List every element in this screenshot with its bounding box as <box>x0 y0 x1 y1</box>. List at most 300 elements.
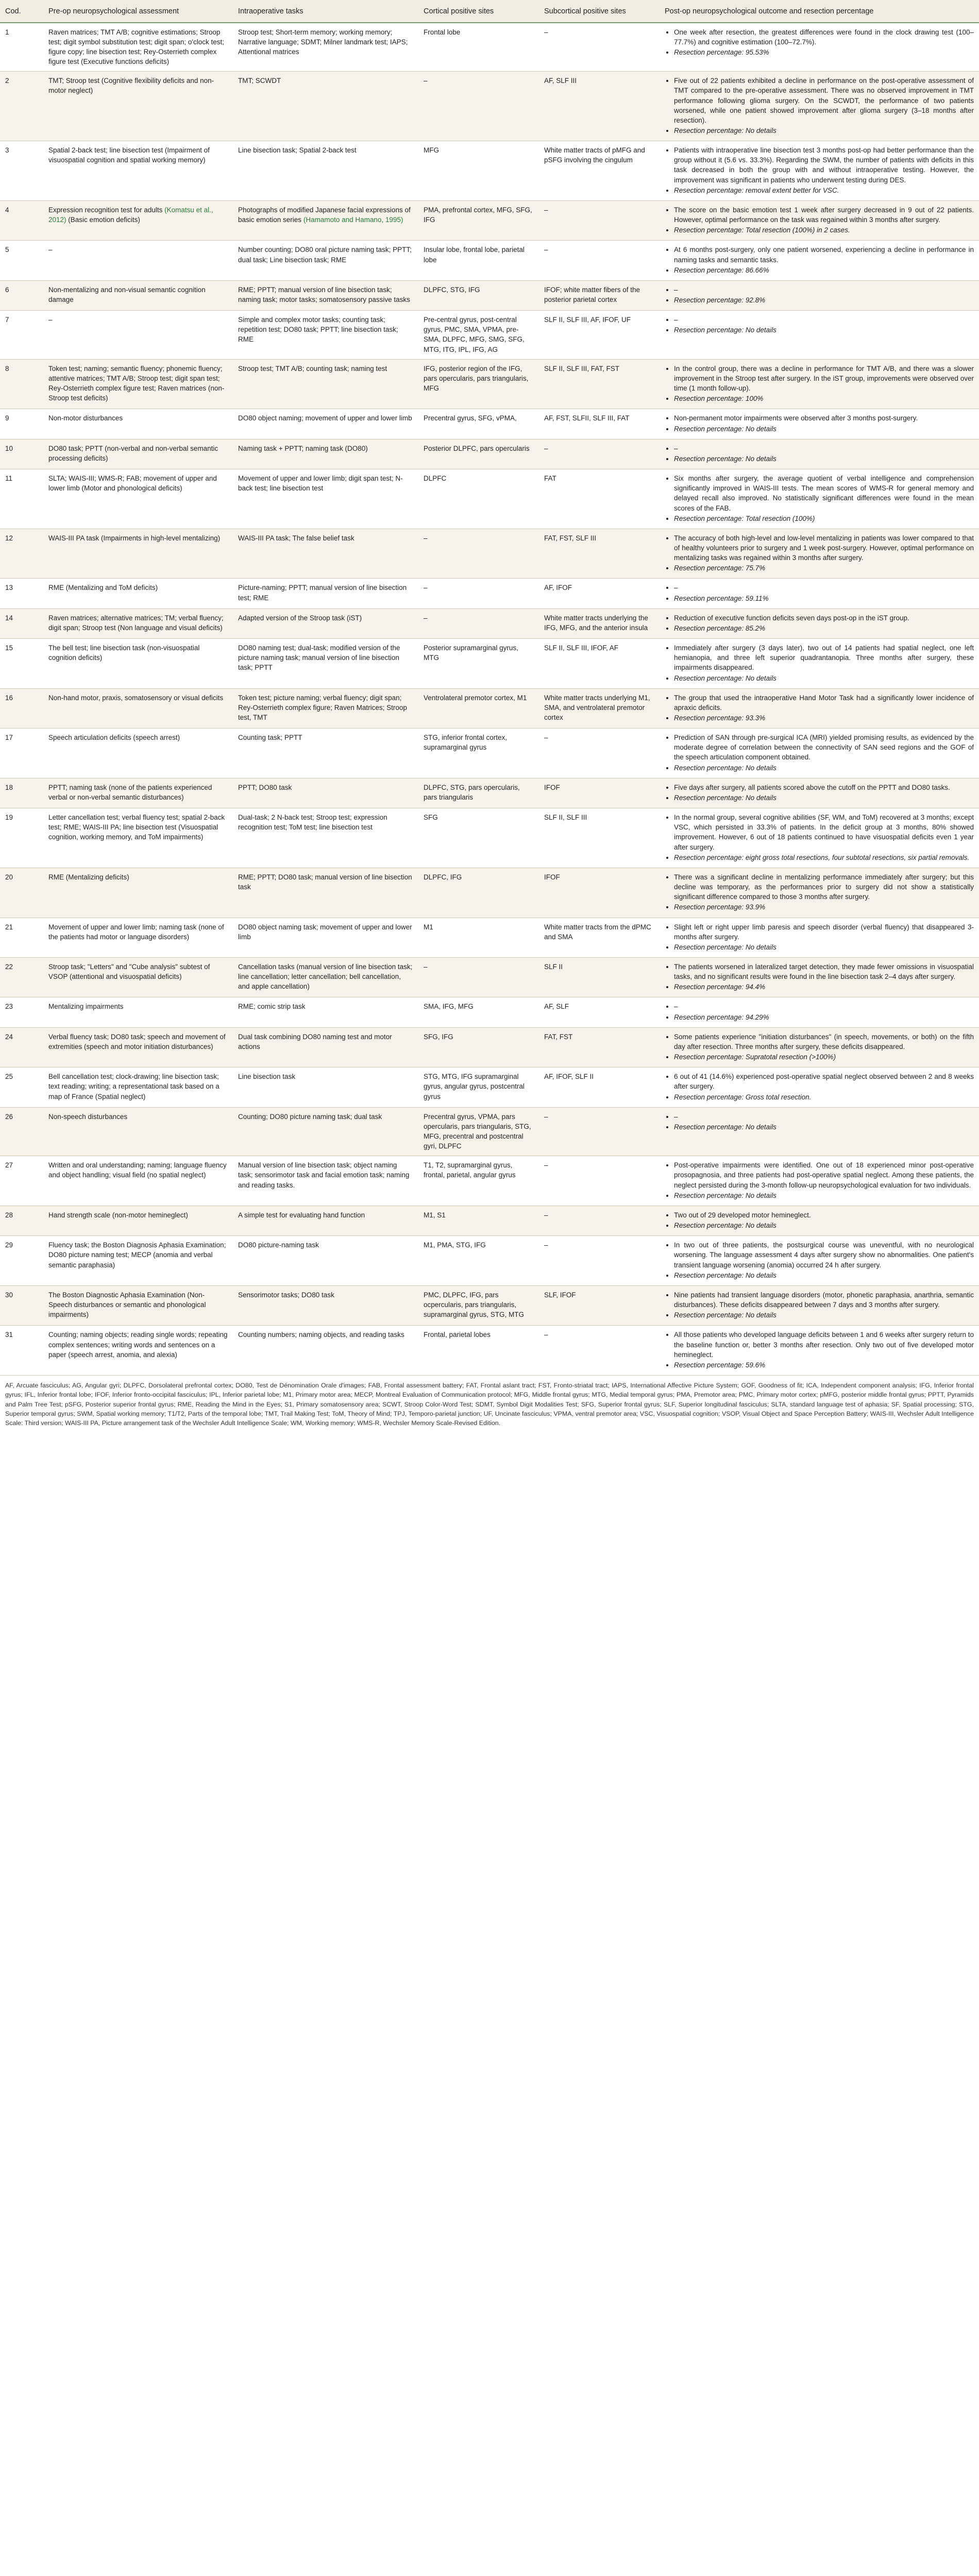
cell-intraoperative: DO80 picture-naming task <box>233 1236 418 1286</box>
cell-cod: 9 <box>0 409 43 439</box>
cell-subcortical: AF, SLF <box>539 997 660 1027</box>
outcome-list <box>665 643 974 683</box>
outcome-item: • At 6 months post-surgery, only one patient worsened, experiencing a decline in performance in naming tasks and semantic tasks. <box>674 245 974 264</box>
resection-percentage: • Resection percentage: No details <box>674 763 974 773</box>
outcome-item: • 6 out of 41 (14.6%) experienced post-operative spatial neglect observed between 2 and 8 weeks after surgery. <box>674 1072 974 1091</box>
cell-post-op <box>660 311 979 360</box>
header-post-op: Post-op neuropsychological outcome and resection percentage <box>660 0 979 23</box>
cell-intraoperative: Movement of upper and lower limb; digit span test; N-back test; line bisection test <box>233 469 418 529</box>
table-row <box>0 778 979 808</box>
table-row <box>0 529 979 579</box>
cell-cortical: Frontal lobe <box>418 23 539 72</box>
outcome-item: • One week after resection, the greatest differences were found in the clock drawing test (100–77.7%) and cognitive estimation (100–72.7%). <box>674 27 974 47</box>
cell-subcortical: IFOF <box>539 778 660 808</box>
cell-pre-op: The bell test; line bisection task (non-visuospatial cognition deficits) <box>43 639 233 689</box>
cell-intraoperative: PPTT; DO80 task <box>233 778 418 808</box>
cell-cod: 17 <box>0 728 43 778</box>
outcome-item: • Slight left or right upper limb paresis and speech disorder (verbal fluency) that disappeared 3-months after surgery. <box>674 922 974 942</box>
cell-post-op <box>660 997 979 1027</box>
outcome-list <box>665 444 974 464</box>
cell-post-op <box>660 1027 979 1067</box>
outcome-list <box>665 1032 974 1062</box>
cell-cortical: DLPFC, STG, pars opercularis, pars triangularis <box>418 778 539 808</box>
outcome-item: • Immediately after surgery (3 days later), two out of 14 patients had spatial neglect, one left hemianopia, and three left superior quadrantanopia. Three months after surgery, these impairments disappeared. <box>674 643 974 672</box>
outcome-item: • – <box>674 1112 974 1122</box>
cell-pre-op: Movement of upper and lower limb; naming task (none of the patients had motor or language disorders) <box>43 918 233 957</box>
cell-intraoperative: Adapted version of the Stroop task (iST) <box>233 608 418 638</box>
header-cod: Cod. <box>0 0 43 23</box>
cell-cortical: – <box>418 608 539 638</box>
table-row <box>0 409 979 439</box>
cell-intraoperative: RME; comic strip task <box>233 997 418 1027</box>
header-intraoperative: Intraoperative tasks <box>233 0 418 23</box>
cell-intraoperative: RME; PPTT; DO80 task; manual version of line bisection task <box>233 868 418 918</box>
table-row <box>0 728 979 778</box>
cell-cortical: – <box>418 579 539 608</box>
table-row <box>0 1206 979 1235</box>
outcome-item: • Six months after surgery, the average quotient of verbal intelligence and comprehension significantly improved in WAIS-III tests. The mean scores of WMS-R for general memory and delayed recall also improved. No statistically significant differences were found in the mean scores of the FAB. <box>674 473 974 513</box>
table-row <box>0 579 979 608</box>
outcome-list <box>665 315 974 335</box>
cell-pre-op: RME (Mentalizing and ToM deficits) <box>43 579 233 608</box>
resection-percentage: • Resection percentage: 94.29% <box>674 1012 974 1022</box>
resection-percentage: • Resection percentage: 95.53% <box>674 47 974 57</box>
cell-post-op <box>660 1206 979 1235</box>
table-row <box>0 1107 979 1156</box>
resection-percentage: • Resection percentage: No details <box>674 454 974 464</box>
header-cortical: Cortical positive sites <box>418 0 539 23</box>
cell-subcortical: White matter tracts underlying M1, SMA, and ventrolateral premotor cortex <box>539 688 660 728</box>
cell-cod: 18 <box>0 778 43 808</box>
header-pre-op: Pre-op neuropsychological assessment <box>43 0 233 23</box>
cell-intraoperative: Stroop test; Short-term memory; working memory; Narrative language; SDMT; Milner landmark test; IAPS; Attentional matrices <box>233 23 418 72</box>
cell-post-op <box>660 200 979 240</box>
pre-op-text: Expression recognition test for adults <box>48 206 163 214</box>
cell-subcortical: AF, FST, SLFII, SLF III, FAT <box>539 409 660 439</box>
cell-cortical: Precentral gyrus, VPMA, pars opercularis, pars triangularis, STG, MFG, precentral and postcentral gyri, DLPFC <box>418 1107 539 1156</box>
outcome-item: • Reduction of executive function deficits seven days post-op in the iST group. <box>674 613 974 623</box>
outcome-item: • – <box>674 1002 974 1011</box>
cell-pre-op: Non-hand motor, praxis, somatosensory or visual deficits <box>43 688 233 728</box>
cell-cod: 4 <box>0 200 43 240</box>
cell-pre-op: WAIS-III PA task (Impairments in high-level mentalizing) <box>43 529 233 579</box>
outcome-item: • – <box>674 285 974 295</box>
cell-post-op <box>660 688 979 728</box>
cell-cod: 14 <box>0 608 43 638</box>
cell-intraoperative: Stroop test; TMT A/B; counting task; naming test <box>233 359 418 409</box>
resection-percentage: • Resection percentage: Total resection (100%) in 2 cases. <box>674 225 974 235</box>
cell-intraoperative: Counting task; PPTT <box>233 728 418 778</box>
cell-subcortical: – <box>539 1236 660 1286</box>
cell-intraoperative: Manual version of line bisection task; object naming task; sensorimotor task and facial emotion task; naming and reading tasks. <box>233 1156 418 1206</box>
outcome-list <box>665 1002 974 1022</box>
cell-cortical: PMA, prefrontal cortex, MFG, SFG, IFG <box>418 200 539 240</box>
cell-post-op <box>660 1156 979 1206</box>
resection-percentage: • Resection percentage: No details <box>674 325 974 335</box>
cell-cod: 6 <box>0 280 43 310</box>
resection-percentage: • Resection percentage: removal extent better for VSC. <box>674 185 974 195</box>
outcome-list <box>665 1330 974 1370</box>
table-row <box>0 957 979 997</box>
cell-pre-op: – <box>43 311 233 360</box>
cell-subcortical: White matter tracts underlying the IFG, MFG, and the anterior insula <box>539 608 660 638</box>
cell-pre-op: Raven matrices; alternative matrices; TM; verbal fluency; digit span; Stroop test (Non language and visual deficits) <box>43 608 233 638</box>
outcome-list <box>665 613 974 633</box>
header-row <box>0 0 979 23</box>
resection-percentage: • Resection percentage: 93.9% <box>674 902 974 912</box>
resection-percentage: • Resection percentage: No details <box>674 673 974 683</box>
table-row <box>0 241 979 280</box>
cell-post-op <box>660 23 979 72</box>
cell-pre-op: Fluency task; the Boston Diagnosis Aphasia Examination; DO80 picture naming test; MECP (anomia and verbal semantic paraphasia) <box>43 1236 233 1286</box>
cell-intraoperative: DO80 naming test; dual-task; modified version of the picture naming task; manual version of line bisection task; PPTT <box>233 639 418 689</box>
resection-percentage: • Resection percentage: 59.11% <box>674 594 974 603</box>
abbreviations-footnote: AF, Arcuate fasciculus; AG, Angular gyri; DLPFC, Dorsolateral prefrontal cortex; DO80, Test de Dénomination Orale d'images; FAB, Frontal assessment battery; FAT, Frontal aslant tract; FST, Fronto-striatal tract; IAPS, International Affective Picture System; GOF, Goodness of fit; ICA, Independent component analysis; IFG, Inferior frontal gyrus; IFL, Inferior frontal lobe; IFOF, Inferior fronto-occipital fasciculus; IPL, Inferior parietal lobe; M1, Primary motor area; MECP, Montreal Evaluation of Communication protocol; MFG, Middle frontal gyrus; MTG, Medial temporal gyrus; PMA, Premotor area; PMC, Primary motor cortex; pMFG, posterior middle frontal gyrus; PPTT, Pyramids and Palm Tree Test; pSFG, Posterior superior frontal gyrus; RME, Reading the Mind in the Eyes; S1, Primary somatosensory area; SCWT, Stroop Color-Word Test; SDMT, Symbol Digit Modalities Test; SFG, Superior frontal gyrus; SLF, Superior longitudinal fasciculus; SLTA, standard language test of aphasia; SF, Spatial processing; STG, Superior temporal gyrus; SWM, Spatial working memory; T1/T2, Parts of the temporal lobe; TMT, Trail Making Test; ToM, Theory of Mind; TPJ, Temporo-parietal junction; UF, Uncinate fasciculus; VPMA, ventral premotor area; VSC, Visuospatial cognition; VSOP, Visual Object and Space Perception Battery; WAIS-III, Wechsler Adult Intelligence Scale: Third version; WAIS-III PA, Picture arrangement task of the Wechsler Adult Intelligence Scale; WM, Working memory; WMS-R, Wechsler Memory Scale-Revised Edition. <box>5 1381 974 1427</box>
cell-pre-op: Stroop task; "Letters" and "Cube analysis" subtest of VSOP (attentional and visuospatial deficits) <box>43 957 233 997</box>
outcome-list <box>665 473 974 523</box>
cell-pre-op: – <box>43 241 233 280</box>
table-row <box>0 141 979 201</box>
cell-intraoperative: Picture-naming; PPTT; manual version of line bisection test; RME <box>233 579 418 608</box>
cell-intraoperative: DO80 object naming; movement of upper and lower limb <box>233 409 418 439</box>
resection-percentage: • Resection percentage: No details <box>674 1191 974 1200</box>
outcome-list <box>665 145 974 195</box>
outcome-list <box>665 27 974 57</box>
cell-pre-op: DO80 task; PPTT (non-verbal and non-verbal semantic processing deficits) <box>43 439 233 469</box>
cell-subcortical: – <box>539 200 660 240</box>
cell-cortical: Posterior DLPFC, pars opercularis <box>418 439 539 469</box>
resection-percentage: • Resection percentage: eight gross total resections, four subtotal resections, six partial removals. <box>674 853 974 862</box>
cell-cortical: Pre-central gyrus, post-central gyrus, PMC, SMA, VPMA, pre-SMA, DLPFC, MFG, SMG, SFG, MTG, ITG, IPL, IFG, AG <box>418 311 539 360</box>
cell-pre-op: Verbal fluency task; DO80 task; speech and movement of extremities (speech and motor initiation disturbances) <box>43 1027 233 1067</box>
cell-cod: 12 <box>0 529 43 579</box>
cell-post-op <box>660 808 979 868</box>
table-row <box>0 608 979 638</box>
resection-percentage: • Resection percentage: 75.7% <box>674 563 974 573</box>
cell-cod: 8 <box>0 359 43 409</box>
cell-cortical: PMC, DLPFC, IFG, pars ocpercularis, pars triangularis, supramarginal gyrus, STG, MTG <box>418 1285 539 1325</box>
cell-intraoperative: Dual task combining DO80 naming test and motor actions <box>233 1027 418 1067</box>
cell-cortical: MFG <box>418 141 539 201</box>
cell-cortical: STG, MTG, IFG supramarginal gyrus, angular gyrus, postcentral gyrus <box>418 1067 539 1107</box>
cell-cod: 20 <box>0 868 43 918</box>
outcome-item: • Non-permanent motor impairments were observed after 3 months post-surgery. <box>674 413 974 423</box>
cell-cortical: IFG, posterior region of the IFG, pars opercularis, pars triangularis, MFG <box>418 359 539 409</box>
cell-subcortical: IFOF; white matter fibers of the posterior parietal cortex <box>539 280 660 310</box>
table-body <box>0 23 979 1376</box>
table-row <box>0 23 979 72</box>
cell-subcortical: – <box>539 241 660 280</box>
cell-post-op <box>660 439 979 469</box>
outcome-item: • Five out of 22 patients exhibited a decline in performance on the post-operative assessment of TMT compared to the pre-operative assessment. There was no observed improvement in TMT performance following glioma surgery. On the SCWDT, the performance of two patients worsened, while one patient showed improvement after glioma surgery (3–18 months after resection). <box>674 76 974 125</box>
cell-pre-op: Letter cancellation test; verbal fluency test; spatial 2-back test; RME; WAIS-III PA; line bisection test (Visuospatial cognition, working memory, and ToM impairments) <box>43 808 233 868</box>
cell-cod: 21 <box>0 918 43 957</box>
table-row <box>0 1326 979 1376</box>
cell-post-op <box>660 608 979 638</box>
cell-pre-op: Speech articulation deficits (speech arrest) <box>43 728 233 778</box>
outcome-item: • The group that used the intraoperative Hand Motor Task had a significantly lower incidence of apraxic deficits. <box>674 693 974 713</box>
cell-post-op <box>660 778 979 808</box>
outcome-list <box>665 76 974 135</box>
outcome-item: • The patients worsened in lateralized target detection, they made fewer omissions in visuospatial tasks, and no significant results were found in the line bisection task 2–4 days after surgery. <box>674 962 974 981</box>
outcome-list <box>665 872 974 912</box>
cell-post-op <box>660 529 979 579</box>
resection-percentage: • Resection percentage: No details <box>674 1310 974 1320</box>
table-row <box>0 200 979 240</box>
cell-pre-op: Token test; naming; semantic fluency; phonemic fluency; attentive matrices; TMT A/B; Stroop test; digit span test; Rey-Osterrieth complex figure test; Raven matrices (non-Stroop test deficits) <box>43 359 233 409</box>
cell-pre-op: TMT; Stroop test (Cognitive flexibility deficits and non-motor neglect) <box>43 72 233 141</box>
cell-cortical: Precentral gyrus, SFG, vPMA, <box>418 409 539 439</box>
outcome-item: • Two out of 29 developed motor hemineglect. <box>674 1210 974 1220</box>
resection-percentage: • Resection percentage: Gross total resection. <box>674 1092 974 1102</box>
cell-post-op <box>660 359 979 409</box>
cell-cortical: DLPFC, IFG <box>418 868 539 918</box>
outcome-list <box>665 1210 974 1230</box>
cell-cortical: – <box>418 72 539 141</box>
resection-percentage: • Resection percentage: No details <box>674 424 974 434</box>
cell-pre-op: Mentalizing impairments <box>43 997 233 1027</box>
cell-pre-op: Non-mentalizing and non-visual semantic cognition damage <box>43 280 233 310</box>
cell-post-op <box>660 241 979 280</box>
table-row <box>0 72 979 141</box>
cell-intraoperative: DO80 object naming task; movement of upper and lower limb <box>233 918 418 957</box>
cell-post-op <box>660 639 979 689</box>
outcome-item: • Five days after surgery, all patients scored above the cutoff on the PPTT and DO80 tasks. <box>674 783 974 792</box>
cell-intraoperative: Line bisection task; Spatial 2-back test <box>233 141 418 201</box>
table-row <box>0 1027 979 1067</box>
cell-post-op <box>660 957 979 997</box>
outcome-list <box>665 783 974 803</box>
cell-cod: 5 <box>0 241 43 280</box>
outcome-list <box>665 1072 974 1101</box>
outcome-list <box>665 1240 974 1280</box>
cell-post-op <box>660 1285 979 1325</box>
outcome-item: • – <box>674 315 974 325</box>
outcome-item: • The accuracy of both high-level and low-level mentalizing in patients was lower compared to that of healthy volunteers prior to surgery and 1 week post-surgery. However, optimal performance on mentalizing tasks was regained within 3 months after surgery. <box>674 533 974 563</box>
cell-cortical: Posterior supramarginal gyrus, MTG <box>418 639 539 689</box>
cell-cortical: Ventrolateral premotor cortex, M1 <box>418 688 539 728</box>
cell-subcortical: SLF, IFOF <box>539 1285 660 1325</box>
cell-subcortical: – <box>539 439 660 469</box>
cell-cod: 13 <box>0 579 43 608</box>
resection-percentage: • Resection percentage: No details <box>674 1122 974 1132</box>
resection-percentage: • Resection percentage: No details <box>674 126 974 135</box>
cell-subcortical: – <box>539 1326 660 1376</box>
cell-post-op <box>660 918 979 957</box>
cell-subcortical: – <box>539 728 660 778</box>
resection-percentage: • Resection percentage: 92.8% <box>674 295 974 305</box>
cell-post-op <box>660 579 979 608</box>
outcome-list <box>665 922 974 952</box>
cell-pre-op: PPTT; naming task (none of the patients experienced verbal or non-verbal semantic disturbances) <box>43 778 233 808</box>
cell-post-op <box>660 141 979 201</box>
cell-cod: 16 <box>0 688 43 728</box>
resection-percentage: • Resection percentage: Supratotal resection (>100%) <box>674 1052 974 1062</box>
cell-pre-op: Hand strength scale (non-motor hemineglect) <box>43 1206 233 1235</box>
intraoperative-text: Photographs of modified Japanese facial expressions of basic emotion series <box>238 206 411 224</box>
outcome-item: • – <box>674 444 974 453</box>
cell-cod: 11 <box>0 469 43 529</box>
cell-intraoperative: RME; PPTT; manual version of line bisection task; naming task; motor tasks; somatosensory passive tasks <box>233 280 418 310</box>
cell-pre-op <box>43 200 233 240</box>
outcome-item: • There was a significant decline in mentalizing performance immediately after surgery; but this decline was temporary, as the performances prior to surgery did not show a statistically significant difference compared to those 3 months after surgery. <box>674 872 974 902</box>
outcome-list <box>665 1290 974 1320</box>
resection-percentage: • Resection percentage: 86.66% <box>674 265 974 275</box>
outcome-list <box>665 364 974 404</box>
outcome-list <box>665 413 974 433</box>
cell-cod: 10 <box>0 439 43 469</box>
outcome-list <box>665 812 974 862</box>
cell-pre-op: Counting; naming objects; reading single words; repeating complex sentences; writing words and sentences on a paper (speech arrest, anomia, and alexia) <box>43 1326 233 1376</box>
outcome-item: • The score on the basic emotion test 1 week after surgery decreased in 9 out of 22 patients. However, optimal performance on the task was regained within 3 months after surgery. <box>674 205 974 225</box>
outcome-item: • In two out of three patients, the postsurgical course was uneventful, with no neurological worsening. The language assessment 4 days after surgery show no abnormalities. One patient's transient language worsening (anomia) occurred 24 h after surgery. <box>674 1240 974 1269</box>
cell-subcortical: SLF II, SLF III, AF, IFOF, UF <box>539 311 660 360</box>
cell-cortical: SMA, IFG, MFG <box>418 997 539 1027</box>
cell-subcortical: – <box>539 1206 660 1235</box>
outcome-item: • In the normal group, several cognitive abilities (SF, WM, and ToM) recovered at 3 months; except VSC, which persisted in 33.3% of patients. In the deficit group at 3 months, 80% showed improvement. However, 6 out of 18 patients continued to have visuospatial deficits even 1 year after surgery. <box>674 812 974 852</box>
resection-percentage: • Resection percentage: No details <box>674 793 974 803</box>
cell-cortical: – <box>418 529 539 579</box>
cell-intraoperative <box>233 200 418 240</box>
cell-subcortical: AF, IFOF, SLF II <box>539 1067 660 1107</box>
resection-percentage: • Resection percentage: 100% <box>674 394 974 403</box>
cell-pre-op: Raven matrices; TMT A/B; cognitive estimations; Stroop test; digit symbol substitution test; digit span; o'clock test; figure copy; line bisection test; Rey-Osterrieth complex figure test (Executive functions deficits) <box>43 23 233 72</box>
cell-cod: 28 <box>0 1206 43 1235</box>
cell-intraoperative: Cancellation tasks (manual version of line bisection task; line cancellation; letter cancellation; bell cancellation, and apple cancellation) <box>233 957 418 997</box>
cell-cortical: M1 <box>418 918 539 957</box>
cell-post-op <box>660 1107 979 1156</box>
cell-subcortical: FAT, FST <box>539 1027 660 1067</box>
cell-cod: 29 <box>0 1236 43 1286</box>
cell-subcortical: – <box>539 23 660 72</box>
cell-cortical: Insular lobe, frontal lobe, parietal lobe <box>418 241 539 280</box>
outcome-list <box>665 962 974 992</box>
cell-subcortical: SLF II <box>539 957 660 997</box>
cell-intraoperative: Line bisection task <box>233 1067 418 1107</box>
cell-subcortical: – <box>539 1156 660 1206</box>
cell-post-op <box>660 280 979 310</box>
cell-cortical: SFG, IFG <box>418 1027 539 1067</box>
header-subcortical: Subcortical positive sites <box>539 0 660 23</box>
outcome-item: • Prediction of SAN through pre-surgical ICA (MRI) yielded promising results, as evidenced by the moderate degree of correlation between the connectivity of SAN seed regions and the GOF of the speech articulation component obtained. <box>674 733 974 762</box>
cell-subcortical: – <box>539 1107 660 1156</box>
cell-cortical: STG, inferior frontal cortex, supramarginal gyrus <box>418 728 539 778</box>
cell-intraoperative: A simple test for evaluating hand function <box>233 1206 418 1235</box>
citation-link[interactable]: (Komatsu et al., 2012) <box>48 206 213 224</box>
outcome-list <box>665 285 974 305</box>
cell-subcortical: AF, IFOF <box>539 579 660 608</box>
table-row <box>0 688 979 728</box>
resection-percentage: • Resection percentage: Total resection (100%) <box>674 514 974 523</box>
table-row <box>0 359 979 409</box>
cell-cortical: DLPFC, STG, IFG <box>418 280 539 310</box>
outcome-item: • All those patients who developed language deficits between 1 and 6 weeks after surgery return to the baseline function or, better 3 months after resection. Only two out of five developed motor hemineglect. <box>674 1330 974 1359</box>
cell-post-op <box>660 1326 979 1376</box>
resection-percentage: • Resection percentage: 93.3% <box>674 713 974 723</box>
citation-link[interactable]: (Hamamoto and Hamano, 1995) <box>303 216 403 224</box>
cell-cod: 24 <box>0 1027 43 1067</box>
cell-pre-op: RME (Mentalizing deficits) <box>43 868 233 918</box>
cell-subcortical: AF, SLF III <box>539 72 660 141</box>
cell-intraoperative: Simple and complex motor tasks; counting task; repetition test; DO80 task; PPTT; line bisection task; RME <box>233 311 418 360</box>
cell-cod: 30 <box>0 1285 43 1325</box>
cell-intraoperative: Counting numbers; naming objects, and reading tasks <box>233 1326 418 1376</box>
cell-cod: 23 <box>0 997 43 1027</box>
cell-pre-op: Spatial 2-back test; line bisection test (Impairment of visuospatial cognition and spatial working memory) <box>43 141 233 201</box>
cell-cod: 25 <box>0 1067 43 1107</box>
cell-intraoperative: Token test; picture naming; verbal fluency; digit span; Rey-Osterrieth complex figure; Raven Matrices; Stroop test, TMT <box>233 688 418 728</box>
outcome-list <box>665 1112 974 1132</box>
outcome-item: • – <box>674 583 974 592</box>
cell-subcortical: SLF II, SLF III <box>539 808 660 868</box>
cell-intraoperative: Number counting; DO80 oral picture naming task; PPTT; dual task; Line bisection task; RME <box>233 241 418 280</box>
cell-cortical: – <box>418 957 539 997</box>
cell-intraoperative: TMT; SCWDT <box>233 72 418 141</box>
outcome-item: • Patients with intraoperative line bisection test 3 months post-op had better performance than the group without it (5.6 vs. 33.3%). Regarding the SWM, the number of patients with deficits in this task decreased in both the group with and without intraoperative testing. However, the improvement was significant in patients who underwent testing during DES. <box>674 145 974 185</box>
cell-intraoperative: Dual-task; 2 N-back test; Stroop test; expression recognition test; ToM test; line bisection test <box>233 808 418 868</box>
table-row <box>0 469 979 529</box>
cell-cod: 1 <box>0 23 43 72</box>
cell-cod: 7 <box>0 311 43 360</box>
outcome-list <box>665 245 974 275</box>
cell-cod: 3 <box>0 141 43 201</box>
cell-subcortical: IFOF <box>539 868 660 918</box>
cell-cod: 27 <box>0 1156 43 1206</box>
cell-cod: 31 <box>0 1326 43 1376</box>
table-row <box>0 918 979 957</box>
resection-percentage: • Resection percentage: No details <box>674 1221 974 1230</box>
cell-post-op <box>660 72 979 141</box>
table-row <box>0 311 979 360</box>
outcome-item: • Post-operative impairments were identified. One out of 18 experienced minor post-operative prosopagnosia, and three patients had post-operative spatial neglect. Among these patients, the neglect persisted during the 3-month follow-up neuropsychological evaluation for two individuals. <box>674 1160 974 1190</box>
table-header <box>0 0 979 23</box>
outcome-list <box>665 733 974 773</box>
cell-intraoperative: WAIS-III PA task; The false belief task <box>233 529 418 579</box>
outcome-item: • In the control group, there was a decline in performance for TMT A/B, and there was a slower improvement in the Stroop test after surgery. In the iST group, improvements were observed over time (1 month follow-up). <box>674 364 974 393</box>
pre-op-deficit: (Basic emotion deficits) <box>68 216 140 224</box>
table-row <box>0 808 979 868</box>
cell-post-op <box>660 409 979 439</box>
cell-subcortical: FAT <box>539 469 660 529</box>
cell-subcortical: White matter tracts of pMFG and pSFG involving the cingulum <box>539 141 660 201</box>
table-row <box>0 1156 979 1206</box>
cell-cod: 15 <box>0 639 43 689</box>
cell-cortical: SFG <box>418 808 539 868</box>
cell-cortical: DLPFC <box>418 469 539 529</box>
cell-pre-op: Non-speech disturbances <box>43 1107 233 1156</box>
outcome-list <box>665 693 974 723</box>
cell-intraoperative: Naming task + PPTT; naming task (DO80) <box>233 439 418 469</box>
table-row <box>0 1236 979 1286</box>
table-row <box>0 439 979 469</box>
cell-subcortical: White matter tracts from the dPMC and SMA <box>539 918 660 957</box>
outcome-item: • Nine patients had transient language disorders (motor, phonetic paraphasia, anarthria, semantic disturbances). These deficits disappeared between 7 days and 3 months after surgery. <box>674 1290 974 1310</box>
table-row <box>0 1067 979 1107</box>
table-row <box>0 1285 979 1325</box>
cell-post-op <box>660 868 979 918</box>
cell-post-op <box>660 1236 979 1286</box>
cell-cortical: T1, T2, supramarginal gyrus, frontal, parietal, angular gyrus <box>418 1156 539 1206</box>
resection-percentage: • Resection percentage: No details <box>674 1270 974 1280</box>
cell-intraoperative: Counting; DO80 picture naming task; dual task <box>233 1107 418 1156</box>
cell-pre-op: The Boston Diagnostic Aphasia Examination (Non-Speech disturbances or semantic and phonological impairments) <box>43 1285 233 1325</box>
resection-percentage: • Resection percentage: 59.6% <box>674 1360 974 1370</box>
cell-cortical: M1, PMA, STG, IFG <box>418 1236 539 1286</box>
cell-pre-op: Written and oral understanding; naming; language fluency and object handling; visual field (no spatial neglect) <box>43 1156 233 1206</box>
cell-cortical: M1, S1 <box>418 1206 539 1235</box>
cell-cod: 19 <box>0 808 43 868</box>
cell-post-op <box>660 728 979 778</box>
